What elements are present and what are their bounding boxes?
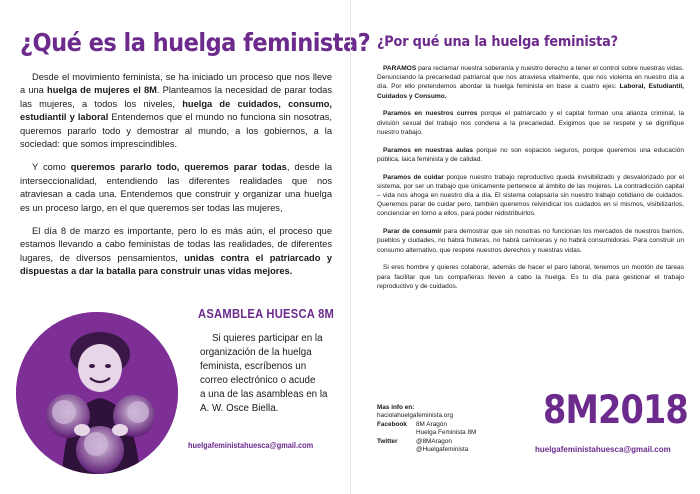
- more-info-heading: Mas info en:: [377, 404, 415, 411]
- text-run: porque no son espacios seguros, porque queremos una educación pública, laica feminista y de calidad.: [377, 146, 684, 163]
- bold-text-run: Parar de consumir: [383, 228, 442, 236]
- twitter-row-2: [377, 446, 476, 454]
- assembly-line: feminista, escríbenos un: [200, 361, 307, 372]
- text-run: Y como: [32, 162, 71, 173]
- aulas-paragraph: [377, 146, 684, 164]
- bold-text-run: PARAMOS: [383, 65, 417, 72]
- assembly-line: correo electrónico o acude: [200, 375, 316, 386]
- consumir-paragraph: [377, 227, 684, 255]
- assembly-line: Si quieres participar en la: [212, 333, 323, 344]
- photo-illustration: [16, 312, 178, 474]
- twitter-handle-2[interactable]: @Huelgafeminista: [416, 446, 469, 454]
- bold-text-run: Paramos en nuestras aulas: [383, 146, 473, 154]
- bold-text-run: queremos pararlo todo, queremos parar todas: [70, 162, 287, 173]
- bold-text-run: Paramos en nuestros curros: [383, 110, 478, 118]
- text-run: Si eres hombre y quieres colaborar, además de hacer el paro laboral, tenemos un montón de tareas para facilitar que tus compañeras lleven a cabo la huelga. Es tu día para gestionar el trabajo reproductivo y de cuidados.: [377, 264, 684, 290]
- bold-text-run: huelga de mujeres el 8M: [47, 85, 157, 96]
- website-link[interactable]: haciolahuelgafeminista.org: [377, 412, 454, 420]
- march-8-paragraph: [20, 225, 332, 279]
- assembly-text: [200, 332, 328, 416]
- text-run: porque el patriarcado y el capital forman una alianza criminal, la división sexual del trabajo nos condena a la precariedad. Exigimos que se respete y se dignifique nuestro trabajo.: [377, 110, 684, 136]
- text-run: El día 8 de marzo es importante, pero lo es más aún, el proceso que estamos llevando a cabo feministas de todas las realidades, de diferentes lugares, de diversos pensamientos,: [20, 226, 332, 263]
- bold-text-run: huelga de cuidados, consumo, estudiantil y laboral: [20, 98, 333, 123]
- cuidar-paragraph: [377, 173, 684, 219]
- intro-paragraph: [20, 71, 332, 151]
- facebook-label: Facebook: [377, 420, 407, 428]
- contact-email[interactable]: huelgafeministahuesca@gmail.com: [535, 444, 671, 454]
- 8m2018-logo: 8M2018: [543, 388, 688, 433]
- assembly-email: huelgafeministahuesca@gmail.com: [188, 440, 314, 450]
- facebook-row: [377, 421, 476, 429]
- text-run: para demostrar que sin nosotras no funcionan los mercados de nuestros barrios, pueblos y ciudades, no habrá fruteras, no habrá carniceras y no habrá consumidoras. Para construir un consumo alternativo, que respete nuestros derechos y nuestras vidas.: [377, 228, 684, 254]
- main-title: ¿Qué es la huelga feminista?: [20, 28, 371, 57]
- text-run: Entendemos que el mundo no funciona sin nosotras, queremos pararlo todo y demostrar al mundo, a los gobiernos, a la sociedad: que somos imprescindibles.: [20, 112, 333, 149]
- text-run: para reclamar nuestra soberanía y nuestro derecho a tener el control sobre nuestras vidas. Denunciando la precariedad patriarcal que nos atraviesa vitalmente, que nos violenta en nuestro día a día. Por ello pretendemos abordar la huelga feminista en base a cuatro ejes:: [377, 65, 684, 91]
- paramos-paragraph: [377, 64, 684, 101]
- assembly-title: ASAMBLEA HUESCA 8M: [198, 306, 335, 321]
- facebook-row-2: [377, 429, 476, 437]
- right-page: [350, 0, 700, 494]
- text-run: , desde la interseccionalidad, entendiendo las diferentes realidades que nos atraviesan a cada una. Entendemos que construir y organizar una huelga es un proceso largo, en el que queremos ser todas las mujeres,: [20, 162, 332, 213]
- facebook-handle-1[interactable]: 8M Aragón: [416, 420, 447, 428]
- facebook-handle-2[interactable]: Huelga Feminista 8M: [416, 429, 477, 437]
- men-paragraph: [377, 263, 684, 291]
- twitter-row: [377, 438, 476, 446]
- text-run: porque nuestro trabajo reproductivo queda invisibilizado y desvalorizado por el sistema, por ser un trabajo que únicamente pertenece al ámbito de las mujeres. La contradicción capital – vida nos ahoga en nuestro día a día. El sistema colapsaría sin nuestro trabajo cotidiano de cuidados. Queremos parar de cuidar pero, también queremos reivindicar los cuidados en sí mismos, visibilizarlos, concienciar en torno a ellos, para poder redistribuirlos.: [377, 173, 684, 218]
- more-info-block: [377, 404, 476, 454]
- curros-paragraph: [377, 109, 684, 137]
- twitter-label: Twitter: [377, 437, 398, 445]
- text-run: . Planteamos la necesidad de parar todas las mujeres, a todos los niveles,: [20, 85, 332, 109]
- assembly-section: [0, 296, 350, 494]
- right-title: ¿Por qué una la huelga feminista?: [377, 34, 618, 50]
- assembly-line: A. W. Osce Biella.: [200, 403, 279, 414]
- bold-text-run: Laboral, Estudiantil, Cuidados y Consumo.: [377, 83, 684, 100]
- bold-text-run: unidas contra el patriarcado y dispuestas a dar la batalla para construir unas vidas mejores.: [20, 252, 332, 277]
- twitter-handle-1[interactable]: @8MAragon: [416, 437, 452, 445]
- woman-with-cabbages-photo: [16, 312, 178, 474]
- text-run: Desde el movimiento feminista, se ha iniciado un proceso que nos lleve a una: [20, 71, 332, 96]
- assembly-line: organización de la huelga: [200, 347, 312, 358]
- assembly-line: a una de las asambleas en la: [200, 389, 328, 400]
- intersectional-paragraph: [20, 161, 332, 215]
- bold-text-run: Paramos de cuidar: [383, 173, 444, 181]
